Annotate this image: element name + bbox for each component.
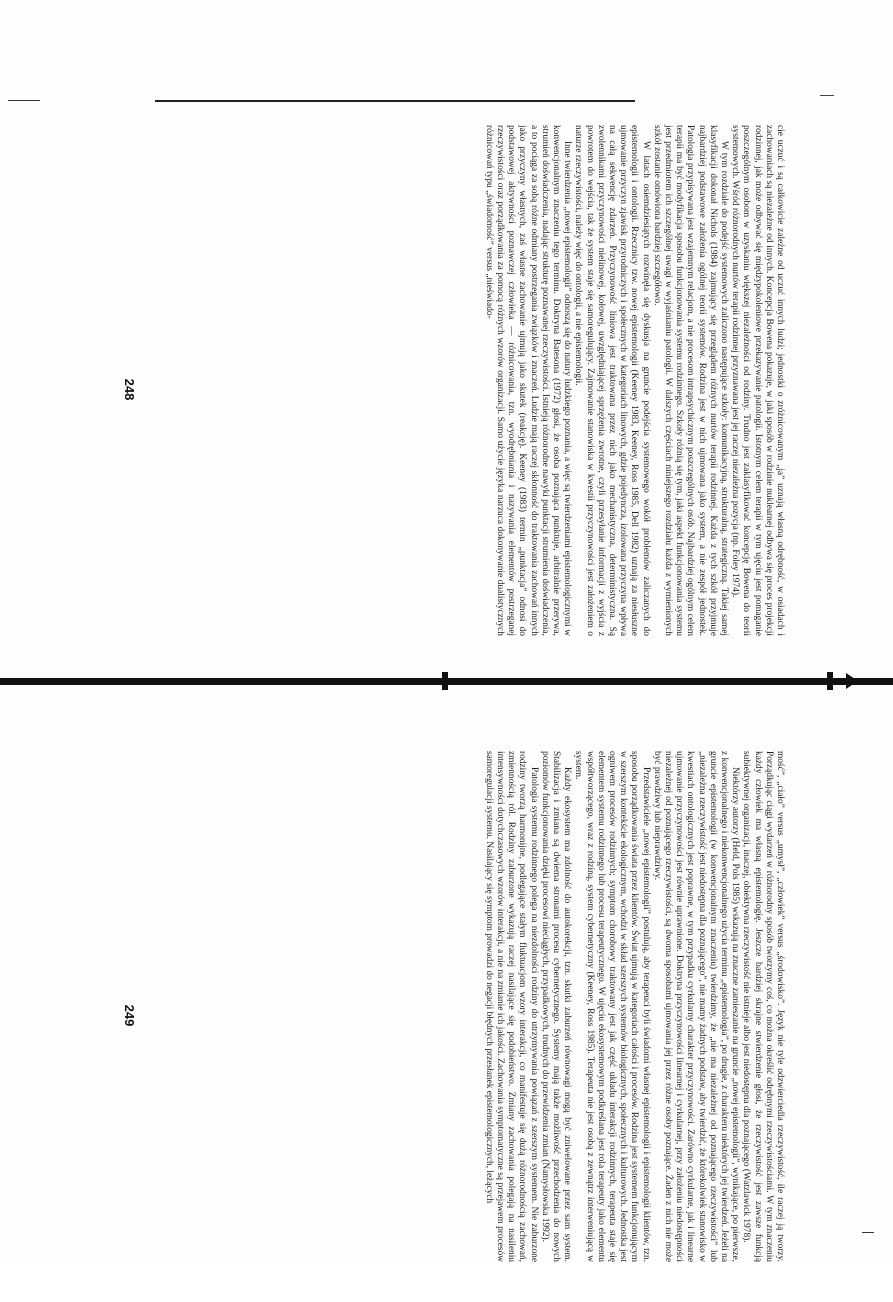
page-249-text-block [482, 751, 784, 1262]
page-number: 248 [121, 378, 137, 401]
paragraph: Niektórzy autorzy (Held, Pols 1985) wskazują na znaczne zamieszanie na gruncie „nowej epistemologii”, wynikające, po pierwsze, z konwencjonalnego i niekonwencjonalnego użycia terminu „epistemologia”, po drugie, z charakteru niektórych jej twierdzeń. Jeżeli na gruncie epistemologii (w konwencjonalnym znaczeniu) twierdzimy, że „nie ma niezależnej od poznającego rzeczywistości” lub „niezależna rzeczywistość jest niedostępna dla poznającego”, nie mamy żadnych podstaw, aby twierdzić, że którekolwiek stanowisko w kwestiach ontologicznych jest poprawne, w tym przypadku cyrkularny charakter przyczynowości. Zarówno cyrkularne, jak i linearne ujmowanie przyczynowości jest równie uprawnione. Doktryna przyczynowości linearnej i cyrkularnej, przy założeniu niedostępności niezależnej od poznającego rzeczywistości, są dwoma sposobami ujmowania jej przez różne osoby poznające. Żaden z nich nie może być prawdziwy lub nieprawdziwy. [651, 751, 740, 1262]
scan-artifact-line [820, 95, 834, 96]
page-248 [100, 103, 793, 676]
page-number: 249 [121, 1004, 137, 1027]
paragraph: Przedstawiciele „nowej epistemologii” postulują, aby terapeuci byli świadomi własnej epistemologii i epistemologii klientów, tzn. sposobu porządkowania świata przez klientów. Świat ujmują w kategoriach całości i procesów. Rodzina jest systemem funkcjonującym w szerszym kontekście ekologicznym, wchodzi w skład szerszych systemów biologicznych, społecznych i kulturowych. Jednostka jest ogniwem procesów rodzinnych; symptom chorobowy traktowany jest jak część układu interakcji rodzinnych, terapeuta staje się elementem systemu rodzinnego lub procesu terapeutycznego. W ujęciu ekosystemowym podkreślana jest rola terapeuty jako elementu współtworzącego, wraz z rodziną, system cybernetyczny (Keeney, Ross 1985). Terapeuta nie jest osobą z zewnątrz interweniującą w system. [572, 751, 651, 1262]
gutter-mark [442, 672, 448, 690]
page-249 [100, 729, 793, 1302]
scan-artifact-line [8, 100, 40, 101]
paragraph: W latach osiemdziesiątych rozwinęła się dyskusja na gruncie podejścia systemowego wokół problemów zaliczanych do epistemologii i ontologii. Rzecznicy tzw. nowej epistemologii (Keeney 1983, Keeney, Ross 1985, Dell 1982) uznają za niesłuszne ujmowanie przyczyn zjawisk przyrodniczych i społecznych w kategoriach linowych, gdzie pojedyncza, izolowana przyczyna wpływa na całą sekwencję zdarzeń. Przyczynowość liniowa jest traktowana przez nich jako mechanistyczna, deterministyczna. Są zwolennikami przyczynowości nielinowej, kołowej, uwzględniającej sprzężenia zwrotne, czyli przesyłanie informacji z wyjścia z powrotem do wejścia, tak że system staje się samoregulujący. Zajmowanie stanowiska w kwestii przyczynowości jest założeniem o naturze rzeczywistości, należy więc do ontologii, a nie epistemologii. [572, 125, 651, 636]
scan-artifact-line [155, 100, 635, 102]
paragraph: Inne twierdzenia „nowej epistemologii” odnoszą się do natury ludzkiego poznania, a więc są twierdzeniami epistemologicznymi w konwencjonalnym znaczeniu tego terminu. Doktryna Batesona (1972) głosi, że osoba poznająca punktuje, arbitralnie przerywa, strumień doświadczenia, nadając strukturę poznawanej rzeczywistości. Istnieją różnorodne nawyki punktacji strumienia doświadczenia, a to pociąga za sobą różne odmiany postrzegania związków i znaczeń. Ludzie mają raczej skłonność do traktowania zachowań innych jako przyczyny własnych, zaś własne zachowanie ujmują jako skutek (reakcję). Keeney (1983) termin „punktacja” odnosi do podstawowej aktywności poznawczej człowieka — różnicowania, tzn. wyodrębniania i nazywania elementów postrzeganej rzeczywistości oraz porządkowania za pomocą różnych wzorów organizacji. Samo użycie języka narzuca dokonywanie dualistycznych różnicowań typu „świadomość” versus „nieświado- [483, 125, 572, 636]
page-248-text-block [482, 125, 784, 636]
paragraph: Patologia systemu rodzinnego polega na niezdolności rodziny do utrzymywania powiązań z szerszym systemem. Nie zaburzone rodziny tworzą harmonijne, podlegające stałym fluktuacjom wzory interakcji, co manifestuje się dużą różnorodnością zachowań, zmiennością ról. Rodziny zaburzone wykazują raczej nasilające się podobieństwo. Zmiany zachowania polegają na nasileniu intensywności dotychczasowych wzorów interakcji, a nie na zmianie ich jakości. Zachowania symptomatyczne są przejawem procesów samoregulacji systemu. Nasilający się symptom prowadzi do negacji błędnych przesłanek epistemologicznych, leżących [483, 751, 539, 1262]
paragraph: W tym rozdziale do podejść systemowych zaliczono następujące szkoły: komunikacyjną, strukturalną, strategiczną. Takiej samej klasyfikacji dokonał Nichols (1984) zajmujący się przeglądem różnych nurtów terapii rodzinnej. Każda z tych szkół przyjmuje najbardziej podstawowe założenia ogólnej teorii systemów. Rodzina jest w nich ujmowana jako system, a nie zespół jednostek. Patologia przypisywana jest wzajemnym relacjom, a nie procesom intrapsychicznym poszczególnych osób. Najbardziej ogólnym celem terapii ma być modyfikacja sposobu funkcjonowania systemu rodzinnego. Szkoły różnią się tym, jaki aspekt funkcjonowania systemu jest przedmiotem ich szczególnej uwagi w wyjaśnianiu patologii. W dalszych częściach niniejszego rozdziału każda z wymienionych szkół zostanie omówiona bardziej szczegółowo. [651, 125, 729, 636]
paragraph: Każdy ekosystem ma zdolność do autokorekcji, tzn. skutki zaburzeń równowagi mogą być zniwelowane przez sam system. Stabilizacja i zmiana są dwiema stronami procesu cybernetycznego. Systemy mają także możliwość przechodzenia do nowych poziomów funkcjonowania dzięki procesowi nieciągłych, przypadkowych, trudnych do przewidzenia zmian (Namysłowska 1992). [539, 751, 572, 1262]
gutter-mark [827, 672, 833, 690]
scan-artifact-line [862, 1232, 874, 1233]
paragraph: mość”, „ciało” versus „umysł”, „człowiek” versus „środowisko”. Język nie tyle odzwierciedla rzeczywistość, ile raczej ją tworzy. Porządkując ciągi wydarzeń w różnorodny sposób tworzymy coś, co można określić odrębnymi rzeczywistościami. W tym znaczeniu każdy człowiek ma własną epistemologię. Jeszcze bardziej skrajne stwierdzenie głosi, że rzeczywistość jest zawsze funkcją subiektywnej organizacji, inaczej, obiektywna rzeczywistość nie istnieje albo jest niedostępna dla poznającego (Watzlawick 1978). [740, 751, 785, 1262]
paragraph: cie uczuć i są całkowicie zależne od uczuć innych ludzi; jednostki o zróżnicowanym „ja” uznają własną odrębność, w osiadach i zachowaniach są niezależne od innych. Koncepcja Bowena pokazuje, w jaki sposób w rodzinie nuklearnej odbywa się proces projekcji rodzinnej, jak może odbywać się międzypokoleniowe przekazywanie patologii. Istotnym celem terapii w tym ujęciu jest pomaganie poszczególnym osobom w uzyskaniu większej niezależności od rodziny. Trudno jest zaklasyfikować koncepcję Bowena do teorii systemowych. Wśród różnorodnych nurtów terapii rodzinnej przyznawana jest jej raczej niezależna pozycja (np. Foley 1974). [729, 125, 785, 636]
gutter-arrow-icon [846, 673, 858, 689]
